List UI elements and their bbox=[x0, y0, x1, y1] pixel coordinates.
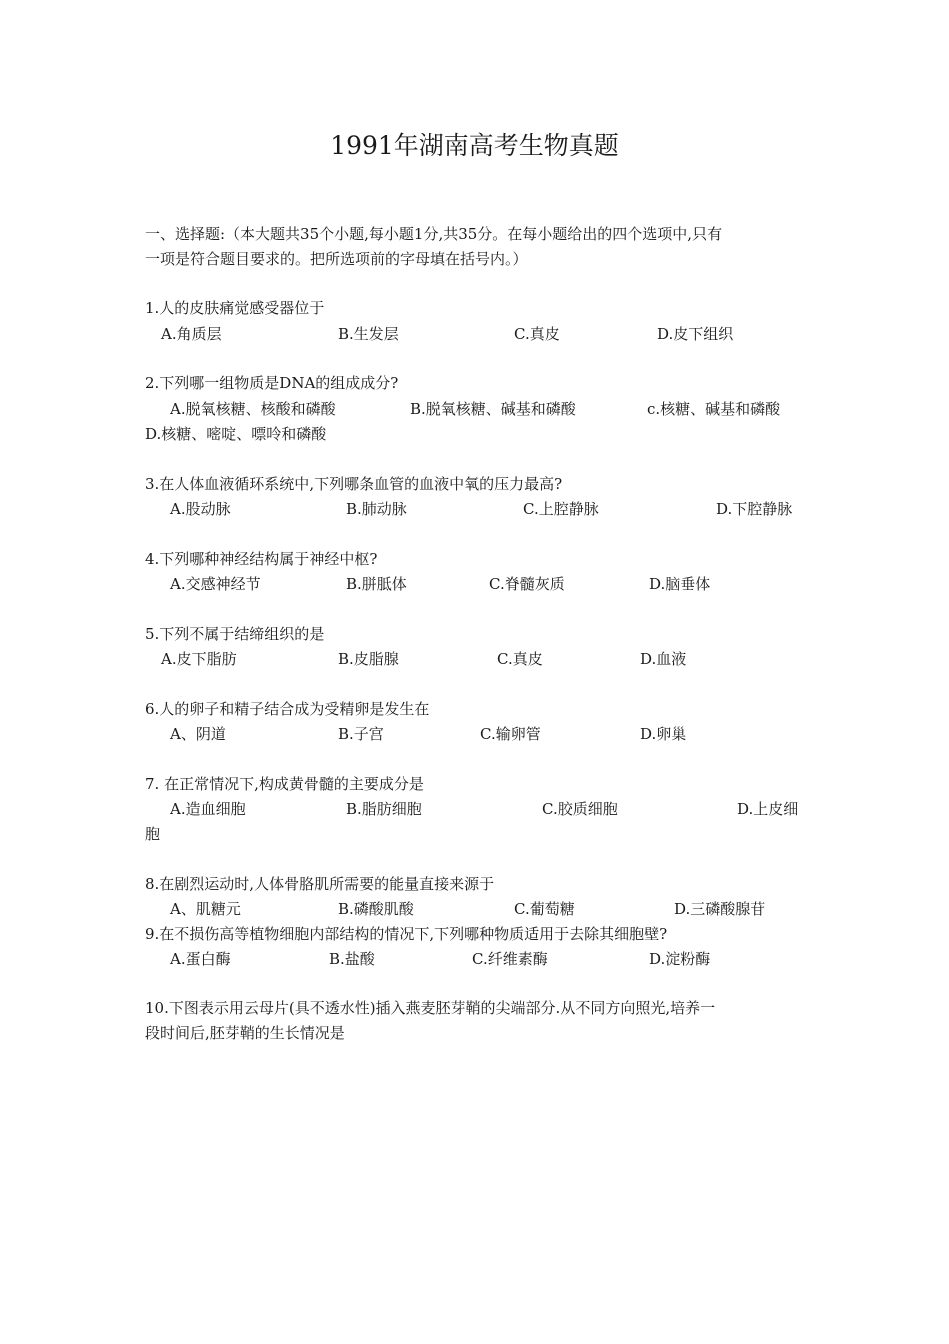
question-stem: 4.下列哪种神经结构属于神经中枢? bbox=[145, 550, 378, 568]
option-c: C.上腔静脉 bbox=[523, 500, 599, 518]
option-c: C.纤维素酶 bbox=[472, 950, 548, 968]
section-instructions-line-1: 一、选择题:（本大题共35个小题,每小题1分,共35分。在每小题给出的四个选项中,只有 bbox=[145, 225, 723, 243]
option-c: C.葡萄糖 bbox=[514, 900, 575, 918]
option-b: B.盐酸 bbox=[329, 950, 375, 968]
section-instructions-line-2: 一项是符合题目要求的。把所选项前的字母填在括号内。） bbox=[145, 250, 528, 268]
option-c: c.核糖、碱基和磷酸 bbox=[647, 400, 781, 418]
question-stem: 10.下图表示用云母片(具不透水性)插入燕麦胚芽鞘的尖端部分.从不同方向照光,培养一 bbox=[145, 999, 716, 1017]
option-d: D.血液 bbox=[640, 650, 687, 668]
question-stem: 7. 在正常情况下,构成黄骨髓的主要成分是 bbox=[145, 775, 424, 793]
option-d: D.皮下组织 bbox=[657, 325, 734, 343]
option-c: C.真皮 bbox=[497, 650, 543, 668]
option-a: A.交感神经节 bbox=[170, 575, 261, 593]
option-b: B.磷酸肌酸 bbox=[338, 900, 414, 918]
option-a: A.角质层 bbox=[161, 325, 222, 343]
option-d: D.核糖、嘧啶、嘌呤和磷酸 bbox=[145, 425, 327, 443]
option-d: D.脑垂体 bbox=[649, 575, 711, 593]
option-b: B.脱氧核糖、碱基和磷酸 bbox=[410, 400, 576, 418]
option-a: A.蛋白酶 bbox=[170, 950, 231, 968]
option-c: C.真皮 bbox=[514, 325, 560, 343]
option-a: A.造血细胞 bbox=[170, 800, 246, 818]
option-d: D.下腔静脉 bbox=[716, 500, 793, 518]
option-b: B.生发层 bbox=[338, 325, 399, 343]
option-a: A、肌糖元 bbox=[170, 900, 241, 918]
option-a: A.股动脉 bbox=[170, 500, 231, 518]
option-b: B.脂肪细胞 bbox=[346, 800, 422, 818]
option-b: B.胼胝体 bbox=[346, 575, 407, 593]
question-stem: 8.在剧烈运动时,人体骨胳肌所需要的能量直接来源于 bbox=[145, 875, 495, 893]
option-d: D.卵巢 bbox=[640, 725, 687, 743]
option-c: C.脊髓灰质 bbox=[489, 575, 565, 593]
option-a: A、阴道 bbox=[170, 725, 226, 743]
question-stem: 2.下列哪一组物质是DNA的组成成分? bbox=[145, 374, 399, 392]
page-title: 1991年湖南高考生物真题 bbox=[330, 131, 619, 160]
option-c: C.胶质细胞 bbox=[542, 800, 618, 818]
option-d: D.三磷酸腺苷 bbox=[674, 900, 766, 918]
question-stem: 3.在人体血液循环系统中,下列哪条血管的血液中氧的压力最高? bbox=[145, 475, 563, 493]
question-stem-continuation: 段时间后,胚芽鞘的生长情况是 bbox=[145, 1024, 345, 1042]
option-d: D.上皮细 bbox=[737, 800, 799, 818]
option-d-continuation: 胞 bbox=[145, 825, 161, 843]
option-b: B.子宫 bbox=[338, 725, 384, 743]
question-stem: 6.人的卵子和精子结合成为受精卵是发生在 bbox=[145, 700, 430, 718]
option-c: C.输卵管 bbox=[480, 725, 541, 743]
option-a: A.脱氧核糖、核酸和磷酸 bbox=[170, 400, 336, 418]
option-b: B.皮脂腺 bbox=[338, 650, 399, 668]
option-d: D.淀粉酶 bbox=[649, 950, 711, 968]
option-b: B.肺动脉 bbox=[346, 500, 407, 518]
option-a: A.皮下脂肪 bbox=[161, 650, 237, 668]
question-stem: 9.在不损伤高等植物细胞内部结构的情况下,下列哪种物质适用于去除其细胞壁? bbox=[145, 925, 668, 943]
question-stem: 5.下列不属于结缔组织的是 bbox=[145, 625, 325, 643]
question-stem: 1.人的皮肤痛觉感受器位于 bbox=[145, 299, 325, 317]
